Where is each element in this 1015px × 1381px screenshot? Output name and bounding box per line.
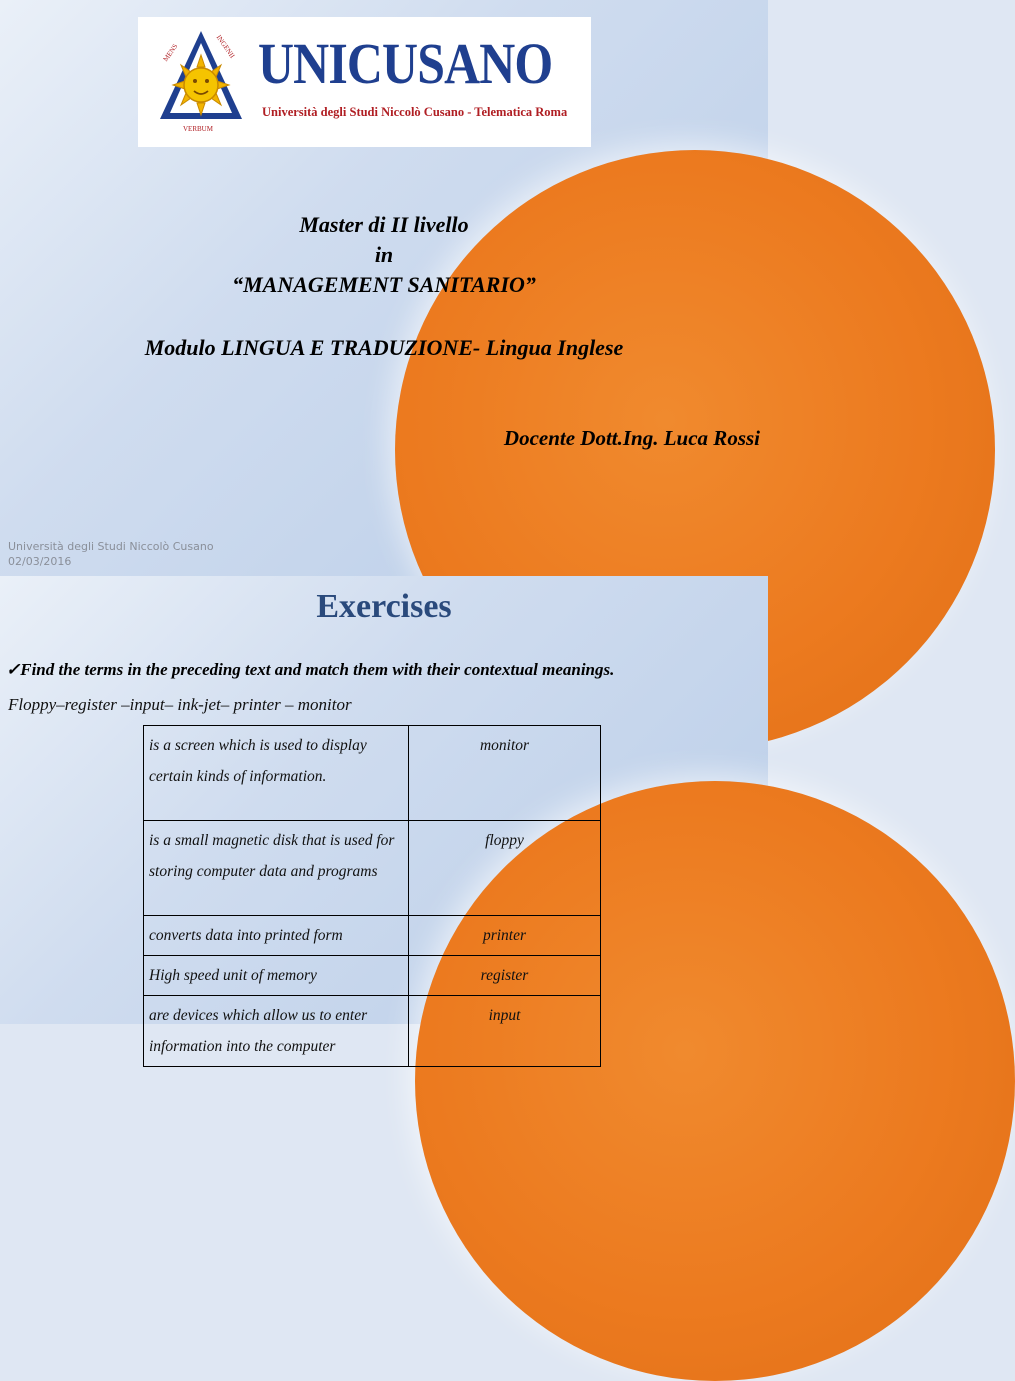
table-row [144, 726, 601, 821]
slide-footer [8, 539, 214, 569]
slide-title: Exercises [316, 588, 452, 625]
term-list: Floppy–register –input– ink-jet– printer – monitor [8, 695, 352, 714]
answer-cell: input [409, 996, 601, 1067]
answer-cell: register [409, 956, 601, 996]
unicusano-logo [138, 17, 591, 147]
definition-cell: is a small magnetic disk that is used for storing computer data and programs [144, 821, 409, 916]
answer-cell: floppy [409, 821, 601, 916]
answer-cell: printer [409, 916, 601, 956]
matching-table [143, 725, 601, 1067]
definition-cell: are devices which allow us to enter information into the computer [144, 996, 409, 1067]
module-title [0, 335, 768, 361]
answer-cell: monitor [409, 726, 601, 821]
university-name: UNICUSANO [258, 31, 553, 96]
svg-text:INGENII: INGENII [214, 33, 237, 60]
table-row [144, 821, 601, 916]
university-subtitle: Università degli Studi Niccolò Cusano - Telematica Roma [262, 105, 568, 119]
master-subject: “MANAGEMENT SANITARIO” [232, 272, 536, 297]
footer-date: 02/03/2016 [8, 555, 72, 568]
lecturer-name: Docente Dott.Ing. Luca Rossi [503, 426, 760, 450]
module-suffix: Lingua Inglese [485, 335, 624, 360]
master-title: Master di II livello [299, 212, 469, 237]
exercise-instruction: ✓Find the terms in the preceding text and match them with their contextual meanings. [6, 660, 615, 679]
svg-text:MENS: MENS [161, 42, 180, 64]
table-row [144, 956, 601, 996]
definition-cell: High speed unit of memory [144, 956, 409, 996]
table-row [144, 916, 601, 956]
master-title-in: in [374, 242, 394, 267]
title-slide [0, 0, 768, 576]
definition-cell: is a screen which is used to display certain kinds of information. [144, 726, 409, 821]
svg-text:VERBUM: VERBUM [183, 125, 213, 133]
definition-cell: converts data into printed form [144, 916, 409, 956]
module-prefix: Modulo LINGUA E TRADUZIONE- [144, 335, 486, 360]
table-row [144, 996, 601, 1067]
footer-org: Università degli Studi Niccolò Cusano [8, 540, 214, 553]
exercises-slide [0, 576, 768, 1055]
sun-emblem-icon [156, 27, 246, 135]
